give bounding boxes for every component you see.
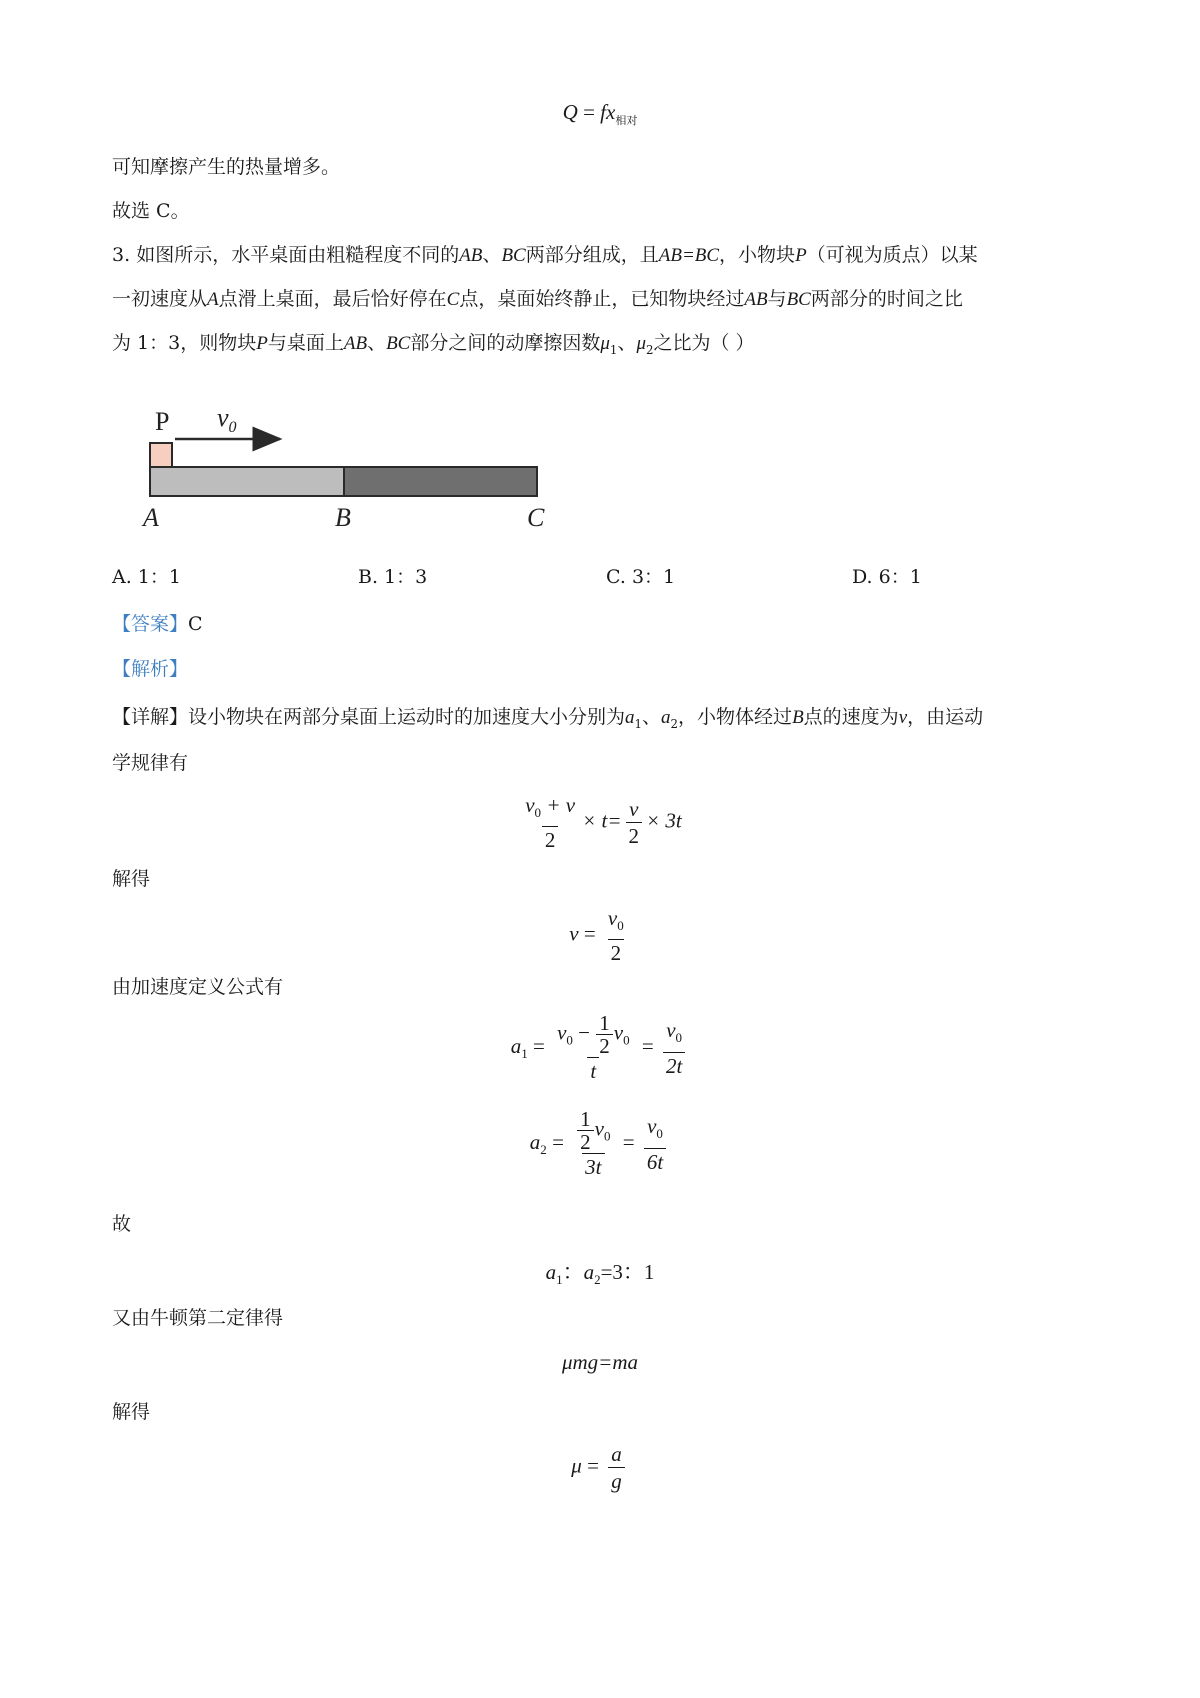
text-accel-def: 由加速度定义公式有 — [112, 976, 284, 998]
segment-bc — [344, 467, 537, 496]
label-c: C — [527, 503, 545, 532]
answer-tag: 【答案】 — [112, 613, 189, 635]
text-newton: 又由牛顿第二定律得 — [112, 1307, 284, 1329]
equation-v: v = $\frac{v_0}{2}$ — [569, 906, 624, 966]
label-b: B — [335, 503, 351, 532]
option-c[interactable]: C. 3：1 — [606, 566, 676, 588]
label-a: A — [143, 503, 159, 532]
formula-q: $Q = fx_{相对}$ — [562, 100, 638, 128]
segment-ab — [150, 467, 344, 496]
block-p — [150, 443, 172, 467]
option-d[interactable]: D. 6：1 — [852, 566, 922, 588]
text-choose: 故选 C。 — [112, 200, 190, 222]
text-solve-1: 解得 — [112, 868, 151, 890]
equation-mu: μ = $\frac{a}{g}$ — [0, 1441, 1200, 1494]
text-heat: 可知摩擦产生的热量增多。 — [112, 156, 341, 178]
text-gu: 故 — [112, 1213, 132, 1235]
equation-newton: μmg=ma — [561, 1350, 639, 1374]
question-line-1: 3. 如图所示，水平桌面由粗糙程度不同的AB、BC两部分组成，且AB=BC，小物块P（可视为质点）以某 — [112, 244, 978, 266]
answer-value: C — [188, 613, 203, 635]
analysis-tag: 【解析】 — [112, 658, 189, 680]
answer-line — [112, 610, 203, 638]
text-solve-2: 解得 — [112, 1401, 151, 1423]
table-figure — [135, 400, 555, 535]
label-p: P — [155, 407, 170, 436]
detail-line-2: 学规律有 — [112, 752, 189, 774]
question-line-3: 为 1：3，则物块P与桌面上AB、BC部分之间的动摩擦因数$\mu_1$、$\mu_2$之比为（ ） — [112, 332, 755, 357]
equation-kinematics: $\frac{v_0 + v}{2}$ × t= $\frac{v}{2}$ × 3t — [525, 793, 682, 853]
question-line-2: 一初速度从A点滑上桌面，最后恰好停在C点，桌面始终静止，已知物块经过AB与BC两部分的时间之比 — [112, 288, 963, 310]
option-b[interactable]: B. 1：3 — [358, 566, 428, 588]
equation-ratio: $a_1$：$a_2=3$：1 — [545, 1260, 655, 1288]
label-v0: $v_0$ — [217, 403, 237, 436]
option-a[interactable]: A. 1：1 — [112, 566, 181, 588]
equation-a2: $a_2$ = $\frac{1}{2}$ $v_0$ 3t = $\frac{v_0}{6t}$ — [0, 1108, 1200, 1180]
detail-line-1: 【详解】设小物块在两部分桌面上运动时的加速度大小分别为$a_1$、$a_2$，小物体经过B点的速度为v，由运动 — [112, 706, 984, 731]
equation-a1: $a_1$ = $v_0$ − $\frac{1}{2}$ $v_0$ t = $\frac{v_0}{2t}$ — [0, 1012, 1200, 1084]
